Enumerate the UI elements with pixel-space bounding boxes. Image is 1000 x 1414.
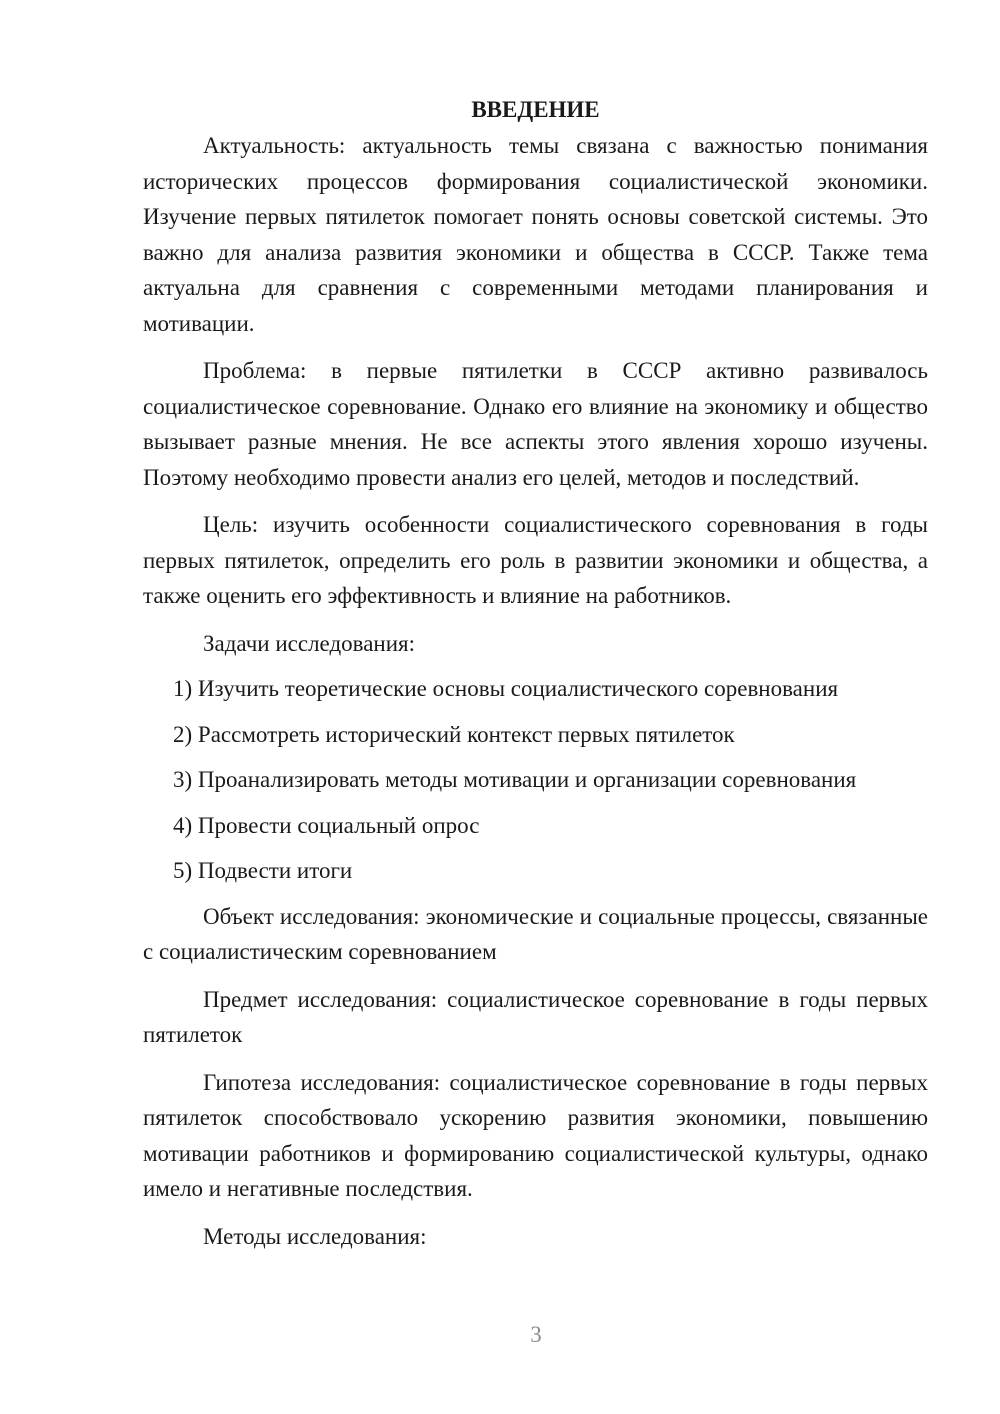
tasks-list <box>143 671 928 889</box>
object-paragraph: Объект исследования: экономические и социальные процессы, связанные с социалистическим соревнованием <box>143 903 928 964</box>
goal-paragraph: Цель: изучить особенности социалистического соревнования в годы первых пятилеток, определить его роль в развитии экономики и общества, а также оценить его эффективность и влияние на работников. <box>143 512 928 608</box>
page-number: 3 <box>530 1322 542 1347</box>
document-page <box>143 92 928 1264</box>
list-item: 1) Изучить теоретические основы социалистического соревнования <box>173 676 839 701</box>
list-item: 5) Подвести итоги <box>173 858 353 883</box>
list-item: 2) Рассмотреть исторический контекст первых пятилеток <box>173 721 735 747</box>
list-item: 4) Провести социальный опрос <box>173 812 480 838</box>
document-title: ВВЕДЕНИЕ <box>471 97 600 122</box>
relevance-paragraph: Актуальность: актуальность темы связана с важностью понимания исторических процессов формирования социалистической экономики. Изучение первых пятилеток помогает понять основы советской системы. Это важно для анализа развития экономики и общества в СССР. Также тема актуальна для сравнения с современными методами планирования и мотивации. <box>143 133 928 336</box>
list-item: 3) Проанализировать методы мотивации и организации соревнования <box>173 767 857 792</box>
tasks-heading: Задачи исследования: <box>203 630 416 656</box>
methods-heading: Методы исследования: <box>203 1223 427 1249</box>
hypothesis-paragraph: Гипотеза исследования: социалистическое соревнование в годы первых пятилеток способствовало ускорению развития экономики, повышению мотивации работников и формированию социалистической культуры, однако имело и негативные последствия. <box>143 1069 928 1201</box>
subject-paragraph: Предмет исследования: социалистическое соревнование в годы первых пятилеток <box>143 986 928 1047</box>
problem-paragraph: Проблема: в первые пятилетки в СССР активно развивалось социалистическое соревнование. Однако его влияние на экономику и общество вызывает разные мнения. Не все аспекты этого явления хорошо изучены. Поэтому необходимо провести анализ его целей, методов и последствий. <box>143 358 928 490</box>
